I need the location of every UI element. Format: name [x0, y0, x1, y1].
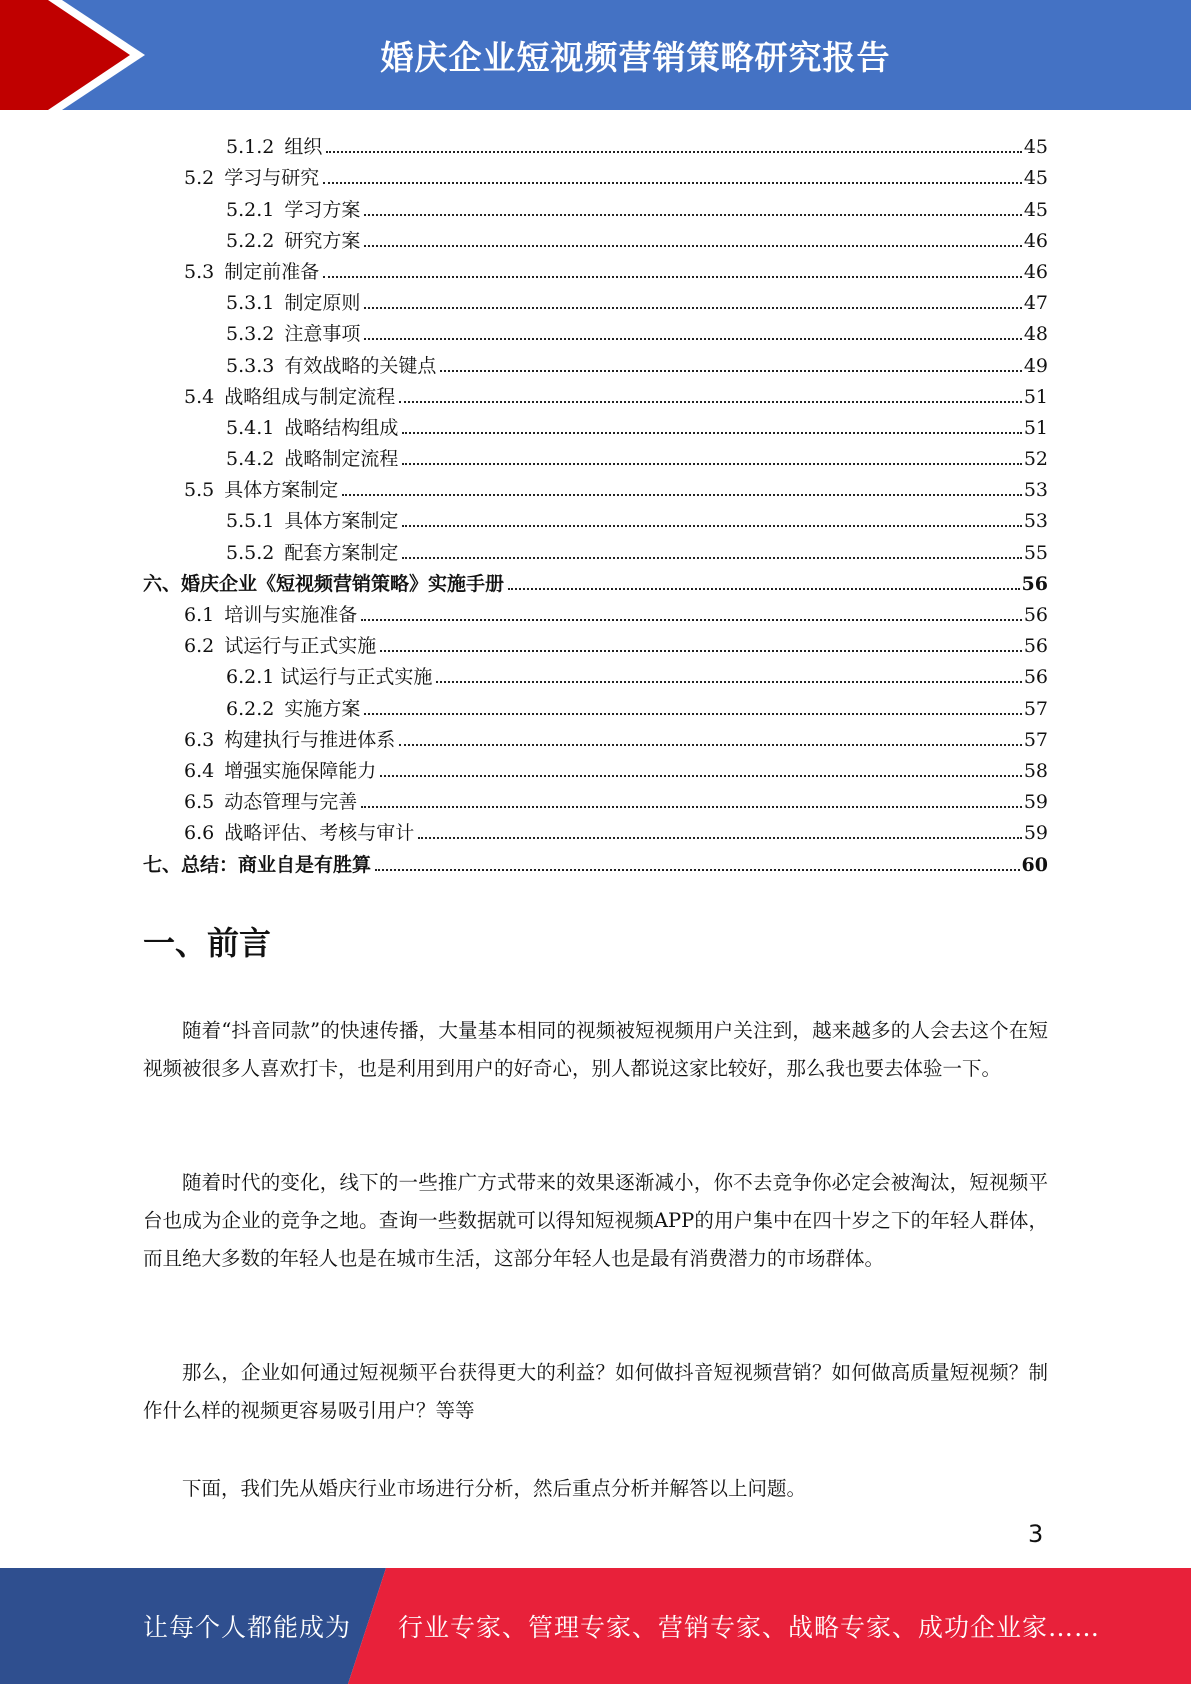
toc-entry[interactable]: [143, 190, 1048, 221]
toc-entry[interactable]: [143, 471, 1048, 502]
toc-entry-number: 5.5: [184, 479, 215, 502]
toc-entry[interactable]: [143, 409, 1048, 440]
toc-entry-label: 试运行与正式实施: [224, 635, 377, 658]
toc-entry-number: 5.5.2: [226, 541, 275, 564]
toc-dot-leader: [342, 494, 1022, 496]
toc-entry-label: 培训与实施准备: [224, 604, 358, 626]
table-of-contents: [143, 128, 1048, 877]
toc-entry[interactable]: [143, 721, 1048, 752]
toc-dot-leader: [508, 588, 1020, 590]
toc-entry-number: 5.4: [184, 385, 215, 408]
toc-dot-leader: [375, 869, 1020, 871]
toc-entry[interactable]: [143, 253, 1048, 284]
toc-entry-label: 学习与研究: [224, 167, 320, 190]
toc-entry-page: 56: [1023, 666, 1048, 689]
toc-dot-leader: [326, 151, 1021, 153]
toc-entry-number: 5.4.2: [226, 448, 275, 471]
toc-entry[interactable]: [143, 159, 1048, 190]
toc-entry-label: 实施方案: [284, 697, 361, 720]
toc-entry-page: 56: [1023, 604, 1048, 626]
toc-entry-label: 具体方案制定: [224, 479, 339, 502]
toc-entry-label: 增强实施保障能力: [224, 759, 377, 782]
toc-dot-leader: [380, 775, 1022, 777]
page-header: [0, 0, 1191, 110]
toc-entry-page: 55: [1023, 541, 1048, 564]
toc-entry-number: 5.4.1: [226, 416, 275, 439]
page-number: 3: [1028, 1520, 1044, 1548]
toc-entry-page: 51: [1023, 385, 1048, 408]
toc-dot-leader: [364, 713, 1021, 715]
paragraph-3: 那么，企业如何通过短视频平台获得更大的利益？如何做抖音短视频营销？如何做高质量短视频？制作什么样的视频更容易吸引用户？等等: [143, 1361, 1048, 1422]
toc-dot-leader: [361, 619, 1022, 621]
toc-entry-number: 6.2: [184, 635, 215, 658]
toc-entry[interactable]: [143, 378, 1048, 409]
toc-entry-page: 57: [1023, 728, 1048, 751]
paragraph-1: 随着“抖音同款”的快速传播，大量基本相同的视频被短视频用户关注到，越来越多的人会去这个在短视频被很多人喜欢打卡，也是利用到用户的好奇心，别人都说这家比较好，那么我也要去体验一下。: [143, 1019, 1048, 1080]
toc-entry-page: 48: [1023, 323, 1048, 346]
toc-dot-leader: [364, 214, 1021, 216]
toc-entry[interactable]: [143, 222, 1048, 253]
toc-entry-label: 制定原则: [284, 292, 361, 315]
toc-entry-label: 配套方案制定: [284, 541, 399, 564]
toc-dot-leader: [364, 245, 1021, 247]
toc-entry-number: 6.6: [184, 822, 215, 845]
toc-dot-leader: [402, 525, 1021, 527]
toc-entry-page: 53: [1023, 479, 1048, 502]
toc-dot-leader: [380, 650, 1022, 652]
toc-entry-page: 59: [1023, 822, 1048, 845]
toc-entry-page: 60: [1021, 853, 1048, 876]
toc-dot-leader: [361, 806, 1022, 808]
toc-dot-leader: [402, 463, 1021, 465]
toc-entry-number: 5.3.3: [226, 354, 275, 377]
toc-entry-page: 51: [1023, 416, 1048, 439]
toc-dot-leader: [399, 744, 1022, 746]
toc-entry[interactable]: [143, 565, 1048, 596]
toc-entry-number: 5.3.1: [226, 292, 275, 315]
toc-entry-page: 59: [1023, 791, 1048, 814]
toc-entry[interactable]: [143, 502, 1048, 533]
toc-entry-label: 研究方案: [284, 229, 361, 252]
toc-entry-number: 5.1.2: [226, 136, 275, 159]
toc-dot-leader: [364, 307, 1021, 309]
toc-entry-page: 45: [1023, 136, 1048, 159]
toc-entry-label: 七、总结：商业自是有胜算: [143, 853, 372, 876]
footer-slogan-right: 行业专家、管理专家、营销专家、战略专家、成功企业家……: [398, 1613, 1101, 1642]
toc-entry-page: 53: [1023, 510, 1048, 533]
toc-entry-label: 构建执行与推进体系: [224, 728, 396, 751]
paragraph-4: 下面，我们先从婚庆行业市场进行分析，然后重点分析并解答以上问题。: [182, 1477, 807, 1500]
toc-entry-page: 56: [1021, 572, 1048, 595]
toc-entry[interactable]: [143, 627, 1048, 658]
toc-entry[interactable]: [143, 315, 1048, 346]
page-footer: [0, 1568, 1191, 1684]
toc-entry-label: 战略制定流程: [284, 448, 399, 471]
toc-entry-label: 注意事项: [284, 323, 361, 346]
toc-entry-number: 5.2.2: [226, 229, 275, 252]
toc-dot-leader: [402, 432, 1021, 434]
toc-entry-label: 具体方案制定: [284, 510, 399, 533]
toc-entry-number: 6.5: [184, 791, 215, 814]
toc-entry-number: 5.3: [184, 260, 215, 283]
toc-entry[interactable]: [143, 284, 1048, 315]
toc-entry[interactable]: [143, 128, 1048, 159]
toc-entry-page: 52: [1023, 448, 1048, 471]
toc-entry-page: 46: [1023, 260, 1048, 283]
toc-entry-label: 有效战略的关键点: [284, 354, 437, 377]
section-title: 一、前言: [143, 924, 272, 962]
toc-entry-label: 动态管理与完善: [224, 791, 358, 814]
toc-entry-number: 5.3.2: [226, 323, 275, 346]
toc-entry-label: 6.2.1 试运行与正式实施: [226, 666, 433, 689]
toc-entry-label: 战略评估、考核与审计: [224, 822, 415, 845]
toc-entry[interactable]: [143, 658, 1048, 689]
toc-entry-page: 56: [1023, 635, 1048, 658]
toc-entry-label: 组织: [284, 136, 323, 159]
toc-entry-page: 45: [1023, 167, 1048, 190]
toc-entry-number: 5.2.1: [226, 198, 275, 221]
toc-dot-leader: [402, 557, 1021, 559]
toc-dot-leader: [436, 681, 1021, 683]
paragraph-2: 随着时代的变化，线下的一些推广方式带来的效果逐渐减小，你不去竞争你必定会被淘汰，短视频平台也成为企业的竞争之地。查询一些数据就可以得知短视频APP的用户集中在四十岁之下的年轻人群体，而且绝大多数的年轻人也是在城市生活，这部分年轻人也是最有消费潜力的市场群体。: [143, 1171, 1048, 1270]
toc-entry-page: 46: [1023, 229, 1048, 252]
toc-entry-number: 5.2: [184, 167, 215, 190]
toc-entry[interactable]: [143, 689, 1048, 720]
toc-entry[interactable]: [143, 814, 1048, 845]
toc-entry-page: 45: [1023, 198, 1048, 221]
toc-entry[interactable]: [143, 596, 1048, 627]
toc-dot-leader: [323, 276, 1022, 278]
toc-entry[interactable]: [143, 752, 1048, 783]
toc-entry-label: 制定前准备: [224, 260, 320, 283]
footer-slogan-left: 让每个人都能成为: [143, 1613, 352, 1642]
toc-entry-number: 6.3: [184, 728, 215, 751]
toc-entry[interactable]: [143, 346, 1048, 377]
toc-entry-label: 六、婚庆企业《短视频营销策略》实施手册: [143, 572, 505, 595]
toc-entry-number: 6.1: [184, 604, 215, 626]
toc-entry-page: 47: [1023, 292, 1048, 315]
toc-dot-leader: [323, 182, 1022, 184]
toc-entry-label: 战略组成与制定流程: [224, 385, 396, 408]
toc-entry[interactable]: [143, 440, 1048, 471]
toc-entry-number: 6.2.2: [226, 697, 275, 720]
header-title: 婚庆企业短视频营销策略研究报告: [380, 37, 891, 77]
toc-dot-leader: [440, 370, 1021, 372]
toc-entry[interactable]: [143, 845, 1048, 876]
toc-entry-label: 学习方案: [284, 198, 361, 221]
toc-dot-leader: [364, 338, 1021, 340]
toc-entry-page: 49: [1023, 354, 1048, 377]
toc-entry-number: 5.5.1: [226, 510, 275, 533]
toc-entry-page: 57: [1023, 697, 1048, 720]
toc-dot-leader: [418, 837, 1022, 839]
toc-entry[interactable]: [143, 783, 1048, 814]
toc-dot-leader: [399, 401, 1022, 403]
toc-entry-number: 6.4: [184, 759, 215, 782]
toc-entry-label: 战略结构组成: [284, 416, 399, 439]
toc-entry-page: 58: [1023, 759, 1048, 782]
toc-entry[interactable]: [143, 533, 1048, 564]
